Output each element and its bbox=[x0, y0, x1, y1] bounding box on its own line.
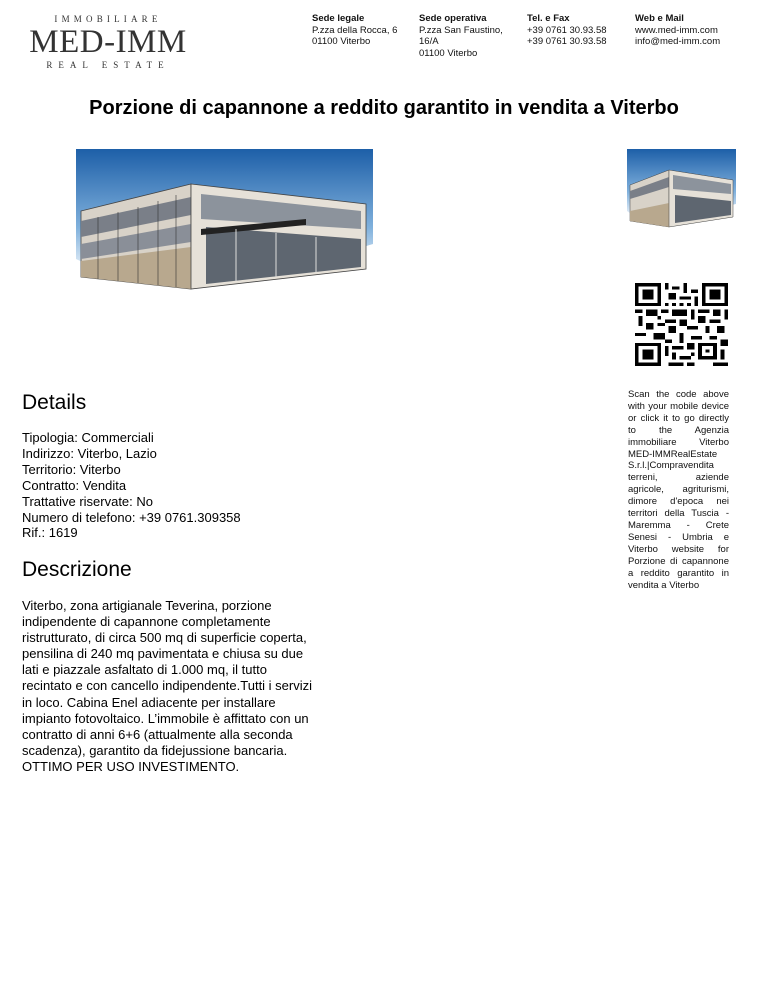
company-logo[interactable] bbox=[22, 14, 194, 72]
web-mail-block bbox=[635, 13, 745, 48]
qr-code[interactable] bbox=[635, 283, 728, 366]
detail-telefono: Numero di telefono: +39 0761.309358 bbox=[22, 509, 241, 525]
detail-contratto: Contratto: Vendita bbox=[22, 477, 127, 493]
tel-line[interactable]: +39 0761 30.93.58 bbox=[527, 24, 607, 36]
tel-fax-title: Tel. e Fax bbox=[527, 13, 570, 24]
page-title: Porzione di capannone a reddito garantito in vendita a Viterbo bbox=[89, 97, 679, 119]
property-photo[interactable] bbox=[76, 149, 373, 300]
sede-operativa-line: 16/A bbox=[419, 36, 439, 47]
sede-operativa-line: 01100 Viterbo bbox=[419, 47, 478, 59]
sede-operativa-line: P.zza San Faustino, bbox=[419, 24, 503, 36]
descrizione-heading: Descrizione bbox=[22, 558, 132, 581]
sede-operativa-title: Sede operativa bbox=[419, 13, 487, 24]
website-link[interactable]: www.med-imm.com bbox=[635, 24, 718, 36]
detail-indirizzo: Indirizzo: Viterbo, Lazio bbox=[22, 445, 157, 461]
sede-legale-title: Sede legale bbox=[312, 13, 365, 24]
sede-operativa-block bbox=[419, 13, 519, 59]
email-link[interactable]: info@med-imm.com bbox=[635, 36, 721, 47]
tel-fax-block bbox=[527, 13, 627, 48]
property-thumbnail[interactable] bbox=[627, 149, 736, 234]
logo-top-text: IMMOBILIARE bbox=[54, 14, 162, 24]
qr-scan-caption: Scan the code above with your mobile device or click it to go directly to the Agenzia immobiliare Viterbo MED-IMMRealEstate S.r.l.|Compravendita terreni, aziende agricole, agriturismi, dimore d'epoca nei territori della Tuscia - Maremma - Crete Senesi - Umbria e Viterbo website for Porzione di capannone a reddito garantito in vendita a Viterbo bbox=[628, 389, 729, 591]
logo-main-text: MED-IMM bbox=[29, 24, 187, 60]
sede-legale-block bbox=[312, 13, 412, 48]
descrizione-text: Viterbo, zona artigianale Teverina, porzione indipendente di capannone completamente ristrutturato, di circa 500 mq di superficie coperta, pensilina di 240 mq pavimentata e chiusa su due lati e piazzale asfaltato di 1.000 mq, il tutto recintato e con cancello indipendente.Tutti i servizi in loco. Cabina Enel adiacente per installare impianto fotovoltaico. L’immobile è affittato con un contratto di anni 6+6 (attualmente alla seconda scadenza), garantito da fidejussione bancaria. OTTIMO PER USO INVESTIMENTO. bbox=[22, 598, 313, 774]
detail-territorio: Territorio: Viterbo bbox=[22, 461, 121, 477]
detail-rif: Rif.: 1619 bbox=[22, 525, 78, 541]
web-mail-title: Web e Mail bbox=[635, 13, 684, 24]
sede-legale-line: 01100 Viterbo bbox=[312, 36, 371, 47]
logo-bottom-text: REAL ESTATE bbox=[46, 60, 170, 70]
detail-tipologia: Tipologia: Commerciali bbox=[22, 430, 154, 445]
detail-trattative: Trattative riservate: No bbox=[22, 493, 154, 509]
details-heading: Details bbox=[22, 391, 87, 414]
details-list bbox=[22, 430, 241, 541]
fax-line[interactable]: +39 0761 30.93.58 bbox=[527, 36, 607, 47]
sede-legale-line: P.zza della Rocca, 6 bbox=[312, 24, 398, 36]
